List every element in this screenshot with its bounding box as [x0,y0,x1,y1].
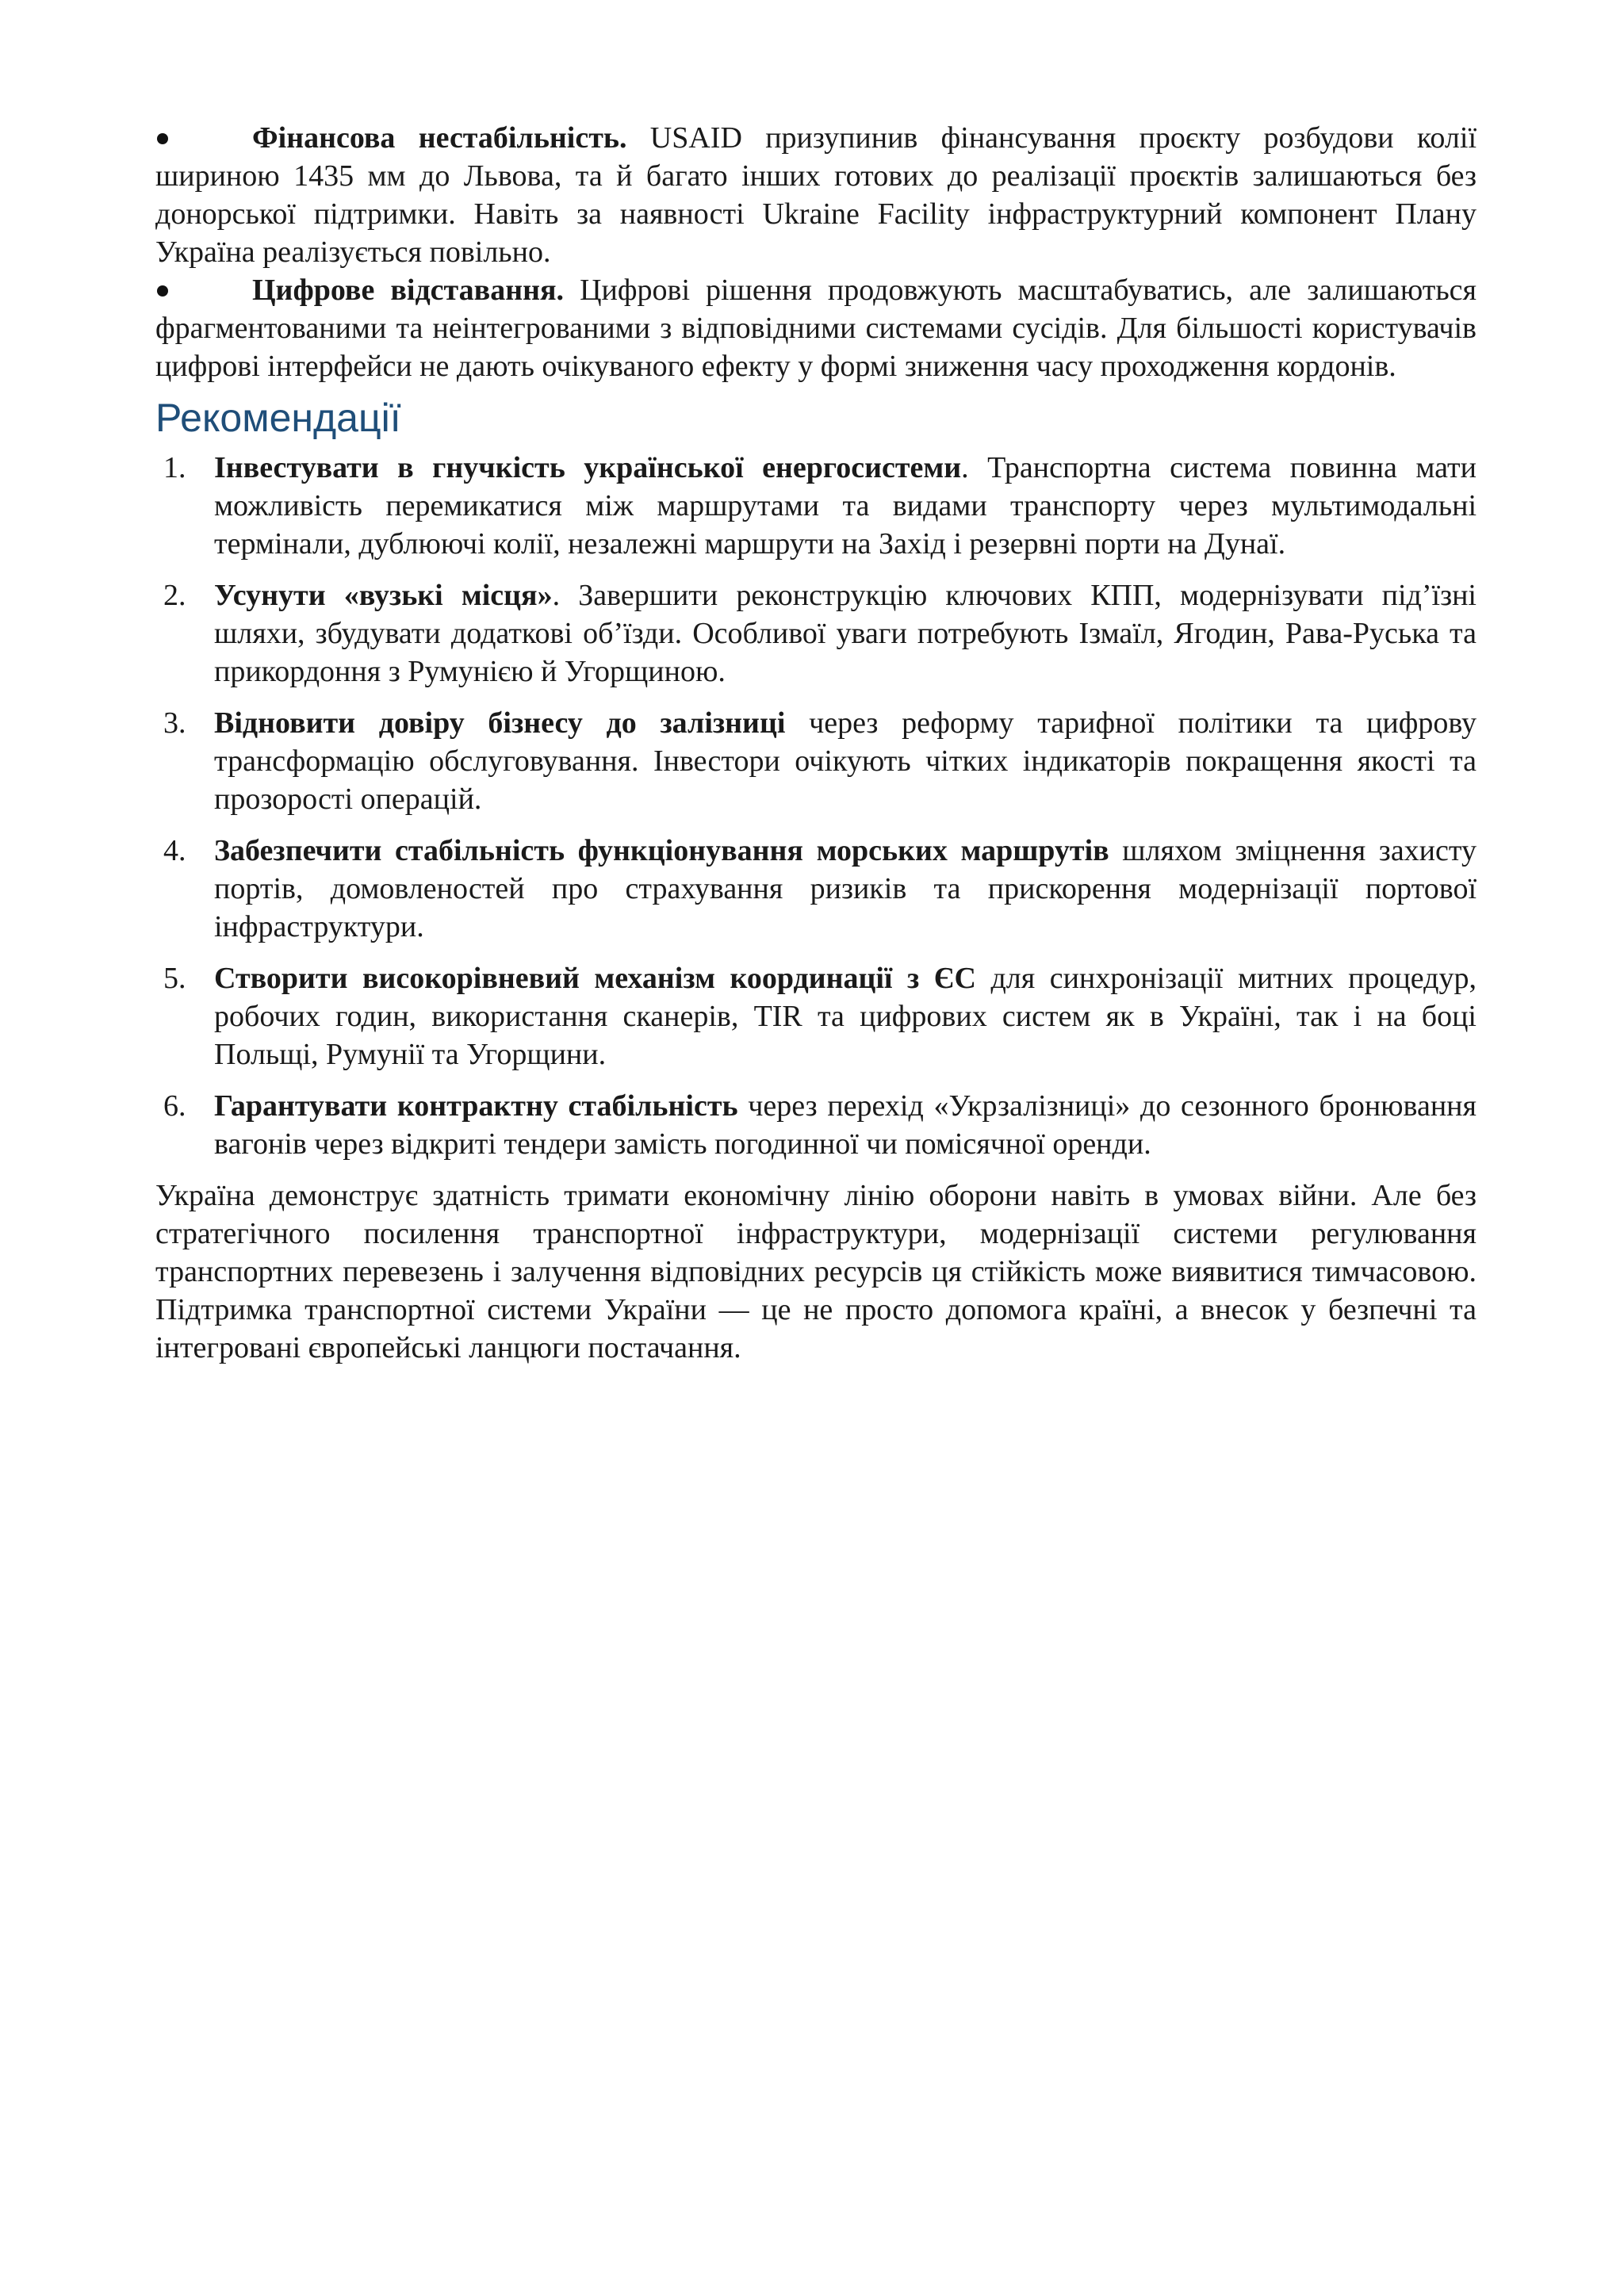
item-number: 6. [163,1089,186,1123]
conclusion-paragraph: Україна демонструє здатність тримати економічну лінію оборони навіть в умовах війни. Але без стратегічного посилення транспортної інфраструктури, модернізації системи регулювання транспортних перевезень і залучення відповідних ресурсів ця стійкість може виявитися тимчасовою. Підтримка транспортної системи України — це не просто допомога країні, а внесок у безпечні та інтегровані європейські ланцюги постачання. [155,1179,1477,1364]
bullet-text: USAID призупинив фінансування проєкту розбудови колії шириною 1435 мм до Львова, та й багато інших готових до реалізації проєктів залишаються без донорської підтримки. Навіть за наявності Ukraine Facility інфраструктурний компонент Плану Україна реалізується повільно. [155,121,1477,269]
item-number: 1. [163,451,186,484]
bullet-digital-lag [155,271,1477,385]
item-text: . Транспортна система повинна мати можливість перемикатися між маршрутами та видами транспорту через мультимодальні термінали, дублюючі колії, незалежні маршрути на Захід і резервні порти на Дунаї. [214,451,1477,561]
recommendation-item [155,704,1477,818]
item-text: через реформу тарифної політики та цифрову трансформацію обслуговування. Інвестори очікують чітких індикаторів покращення якості та прозорості операцій. [214,706,1477,816]
item-text: через перехід «Укрзалізниці» до сезонного бронювання вагонів через відкриті тендери замість погодинної чи помісячної оренди. [214,1089,1477,1161]
bullet-text: Цифрові рішення продовжують масштабуватись, але залишаються фрагментованими та неінтегрованими з відповідними системами сусідів. Для більшості користувачів цифрові інтерфейси не дають очікуваного ефекту у формі зниження часу проходження кордонів. [155,274,1477,383]
item-lead: Інвестувати в гнучкість української енергосистеми [214,451,962,484]
section-heading-recommendations: Рекомендації [155,396,401,440]
item-lead: Відновити довіру бізнесу до залізниці [214,706,786,740]
item-lead: Гарантувати контрактну стабільність [214,1089,738,1123]
recommendation-item [155,1087,1477,1163]
recommendation-item [155,576,1477,691]
item-lead: Забезпечити стабільність функціонування морських маршрутів [214,834,1109,867]
item-number: 3. [163,706,186,740]
bullet-lead: Цифрове відставання. [252,274,565,307]
item-lead: Створити високорівневий механізм координації з ЄС [214,962,976,995]
bullet-lead: Фінансова нестабільність. [252,121,627,155]
item-lead: Усунути «вузькі місця» [214,579,553,612]
document-page [155,119,1477,1367]
item-number: 2. [163,579,186,612]
item-text: . Завершити реконструкцію ключових КПП, модернізувати під’їзні шляхи, збудувати додаткові об’їзди. Особливої уваги потребують Ізмаїл, Ягодин, Рава-Руська та прикордоння з Румунією й Угорщиною. [214,579,1477,688]
bullet-financial-instability [155,119,1477,271]
recommendations-list [155,449,1477,1163]
recommendation-item [155,959,1477,1073]
item-number: 5. [163,962,186,995]
item-text: шляхом зміцнення захисту портів, домовленостей про страхування ризиків та прискорення модернізації портової інфраструктури. [214,834,1477,943]
item-number: 4. [163,834,186,867]
item-text: для синхронізації митних процедур, робочих годин, використання сканерів, TIR та цифрових систем як в Україні, так і на боці Польщі, Румунії та Угорщини. [214,962,1477,1071]
recommendation-item [155,449,1477,563]
recommendation-item [155,832,1477,946]
